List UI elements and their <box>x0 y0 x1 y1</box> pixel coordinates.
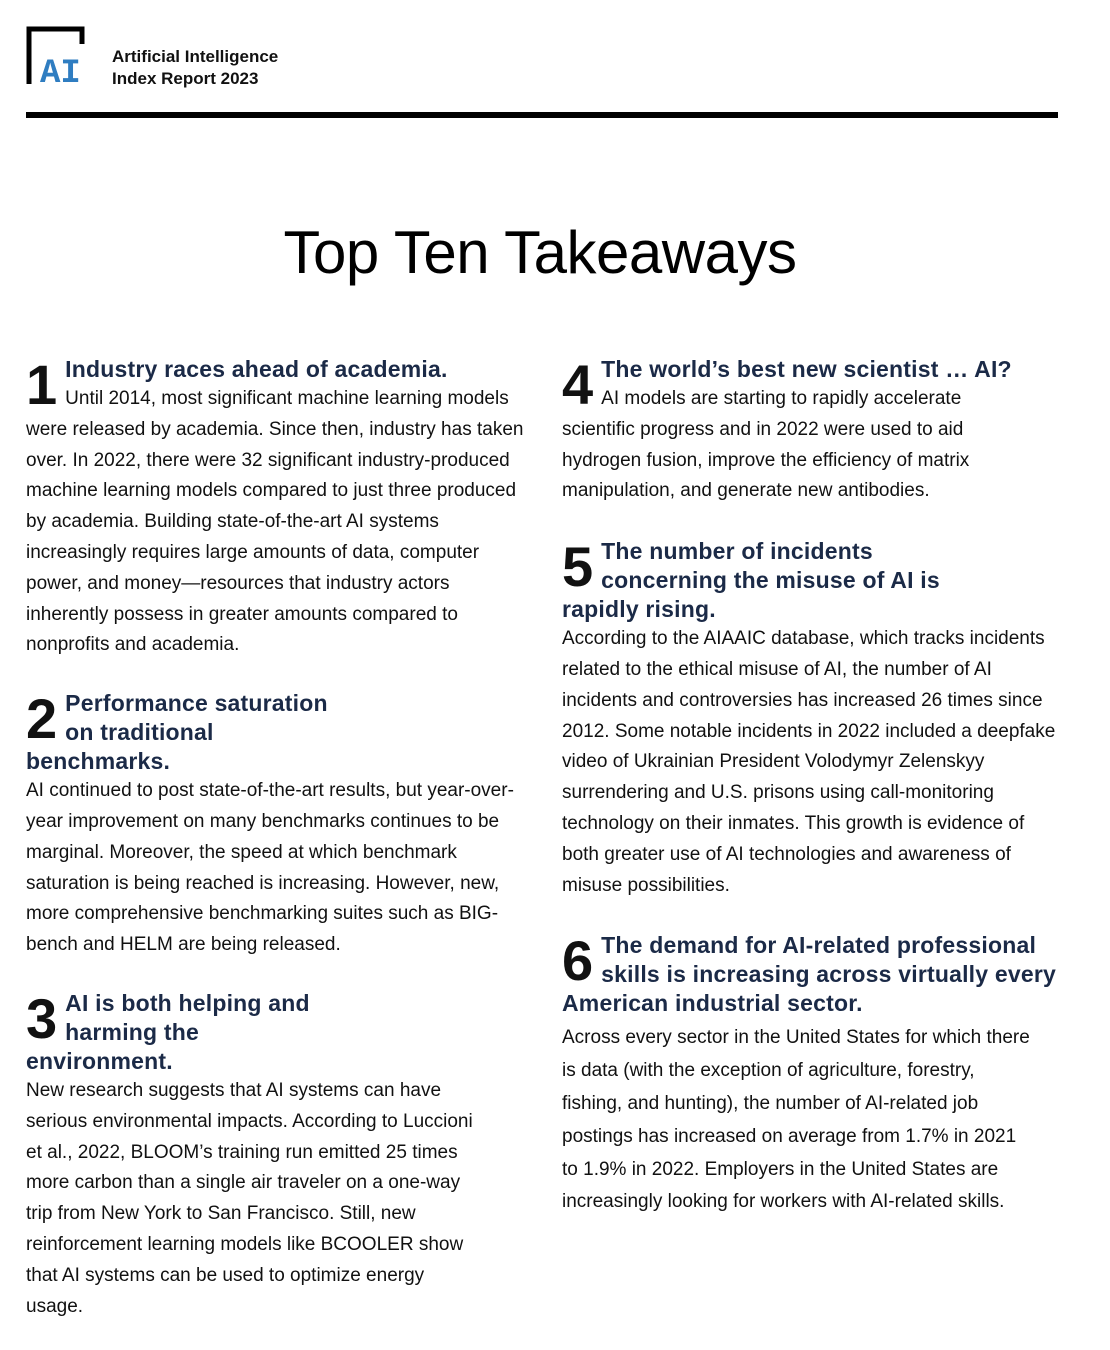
takeaway-heading: The world’s best new scientist … AI? <box>601 356 1012 382</box>
takeaway-number: 4 <box>562 353 594 416</box>
takeaway-5 <box>562 537 1062 901</box>
header-divider <box>26 112 1058 118</box>
takeaway-2 <box>26 689 526 961</box>
takeaway-body: Across every sector in the United States for which there is data (with the exception of agriculture, forestry, fishing, and hunting), the number of AI-related job postings has increased on average from 1.7% in 2021 to 1.9% in 2022. Employers in the United States are increasingly looking for workers with AI-related skills. <box>562 1027 1030 1213</box>
takeaway-6 <box>562 931 1062 1219</box>
takeaway-body: According to the AIAAIC database, which tracks incidents related to the ethical misuse of AI, the number of AI incidents and controversies has increased 26 times since 2012. Some notable incidents in 2022 included a deepfake video of Ukrainian President Volodymyr Zelenskyy surrendering and U.S. prisons using call-monitoring technology on their inmates. This growth is evidence of both greater use of AI technologies and awareness of misuse possibilities. <box>562 628 1056 896</box>
takeaway-heading: AI is both helping and harming the environment. <box>26 989 310 1074</box>
takeaway-body: AI continued to post state-of-the-art results, but year-over-year improvement on many benchmarks continues to be marginal. Moreover, the speed at which benchmark saturation is being reached is increasing. However, new, more comprehensive benchmarking suites such as BIG-bench and HELM are being released. <box>26 780 514 956</box>
takeaway-body: Until 2014, most significant machine learning models were released by academia. Since then, industry has taken over. In 2022, there were 32 significant industry-produced machine learning models compared to just three produced by academia. Building state-of-the-art AI systems increasingly requires large amounts of data, computer power, and money—resources that industry actors inherently possess in greater amounts compared to nonprofits and academia. <box>26 388 524 656</box>
report-title-line2: Index Report 2023 <box>112 69 259 88</box>
takeaway-3 <box>26 986 526 1322</box>
report-title <box>112 46 278 90</box>
right-column <box>562 355 1062 1219</box>
takeaway-number: 2 <box>26 687 58 751</box>
takeaway-heading: Performance saturation on traditional benchmarks. <box>26 690 328 775</box>
left-column <box>26 355 526 1322</box>
takeaway-heading: The demand for AI-related professional skills is increasing across virtually every American industrial sector. <box>562 932 1056 1017</box>
report-header <box>26 26 426 88</box>
page-title: Top Ten Takeaways <box>283 219 797 286</box>
takeaway-heading: The number of incidents concerning the misuse of AI is rapidly rising. <box>562 538 940 623</box>
svg-text:AI: AI <box>40 55 81 86</box>
takeaway-number: 6 <box>562 929 594 993</box>
takeaway-number: 5 <box>562 535 594 599</box>
takeaway-body: New research suggests that AI systems can have serious environmental impacts. According to Luccioni et al., 2022, BLOOM’s training run emitted 25 times more carbon than a single air traveler on a one-way trip from New York to San Francisco. Still, new reinforcement learning models like BCOOLER show that AI systems can be used to optimize energy usage. <box>26 1079 473 1317</box>
takeaway-body: AI models are starting to rapidly accelerate scientific progress and in 2022 were used to aid hydrogen fusion, improve the efficiency of matrix manipulation, and generate new antibodies. <box>562 388 970 502</box>
takeaway-4 <box>562 355 1062 507</box>
takeaway-number: 3 <box>26 986 58 1050</box>
takeaway-heading: Industry races ahead of academia. <box>65 356 448 382</box>
ai-index-logo-icon <box>26 26 94 86</box>
report-title-line1: Artificial Intelligence <box>112 47 279 66</box>
takeaway-number: 1 <box>26 353 58 416</box>
takeaway-1 <box>26 355 526 661</box>
